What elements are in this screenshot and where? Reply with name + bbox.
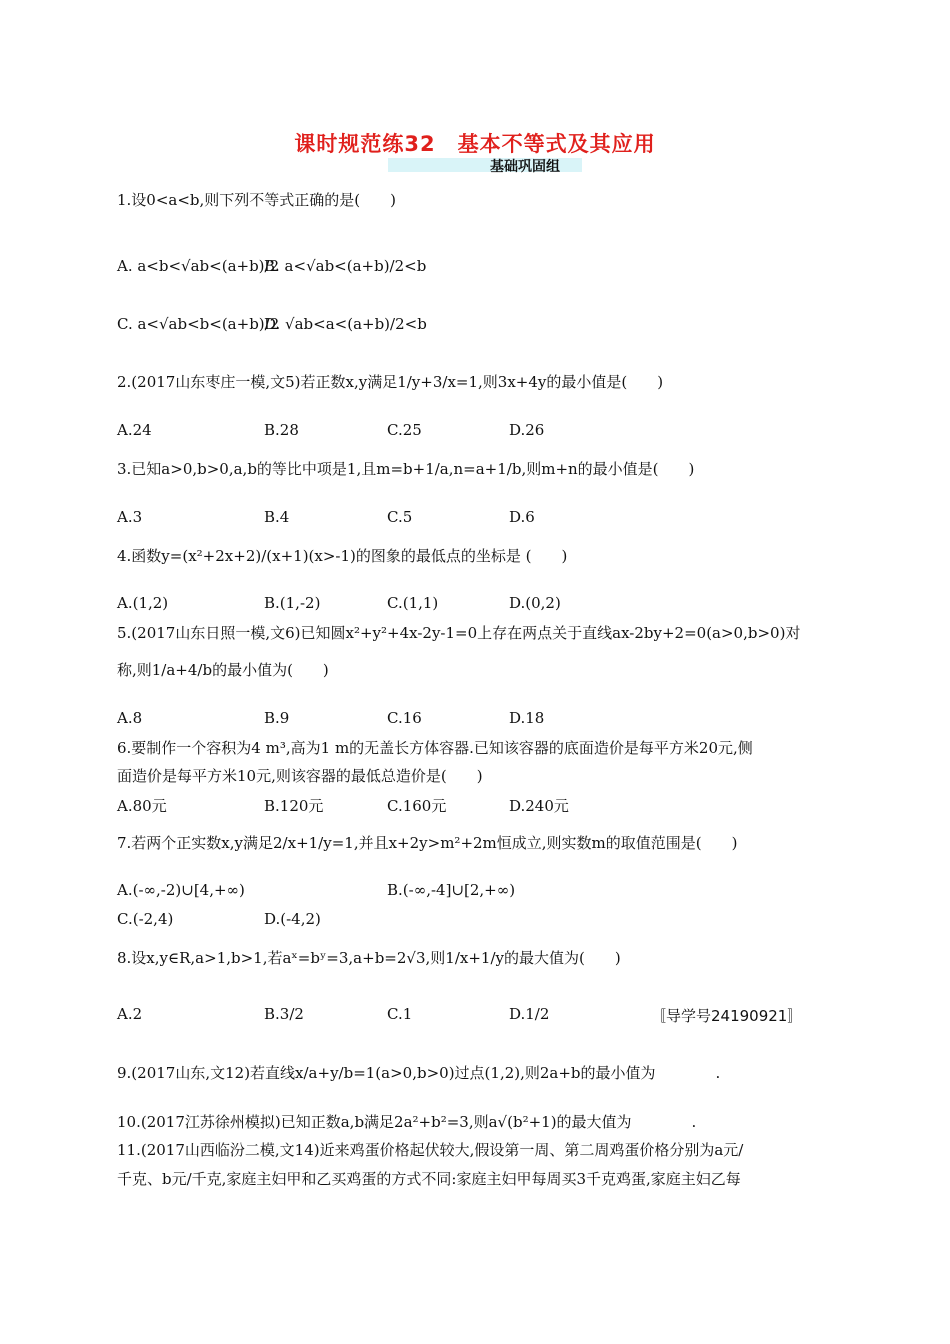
q7-stem: 7.若两个正实数x,y满足2/x+1/y=1,并且x+2y>m²+2m恒成立,则实数m的取值范围是( )	[117, 834, 738, 852]
q4-stem: 4.函数y=(x²+2x+2)/(x+1)(x>-1)的图象的最低点的坐标是 ( )	[117, 547, 568, 565]
q5-option-c: C.16	[387, 709, 422, 727]
q7-option-c: C.(-2,4)	[117, 910, 174, 928]
q8-option-c: C.1	[387, 1005, 413, 1023]
q11-stem-line2: 千克、b元/千克,家庭主妇甲和乙买鸡蛋的方式不同:家庭主妇甲每周买3千克鸡蛋,家庭主妇乙每	[117, 1170, 741, 1188]
q2-option-c: C.25	[387, 421, 422, 439]
q1-option-d: D. √ab<a<(a+b)/2<b	[264, 315, 427, 333]
q10-stem: 10.(2017江苏徐州模拟)已知正数a,b满足2a²+b²=3,则a√(b²+1)的最大值为 .	[117, 1113, 697, 1131]
q3-option-c: C.5	[387, 508, 413, 526]
q4-option-b: B.(1,-2)	[264, 594, 321, 612]
section-title: 基础巩固组	[490, 159, 560, 175]
q6-stem-line1: 6.要制作一个容积为4 m³,高为1 m的无盖长方体容器.已知该容器的底面造价是每平方米20元,侧	[117, 739, 753, 757]
q5-option-a: A.8	[117, 709, 143, 727]
q8-stem: 8.设x,y∈R,a>1,b>1,若aˣ=bʸ=3,a+b=2√3,则1/x+1/y的最大值为( )	[117, 949, 621, 967]
q5-option-d: D.18	[509, 709, 545, 727]
q3-stem: 3.已知a>0,b>0,a,b的等比中项是1,且m=b+1/a,n=a+1/b,则m+n的最小值是( )	[117, 460, 695, 478]
q4-option-c: C.(1,1)	[387, 594, 439, 612]
q8-reference-number: 〚导学号24190921〛	[651, 1007, 803, 1025]
q6-option-b: B.120元	[264, 797, 324, 815]
q2-option-d: D.26	[509, 421, 545, 439]
q1-stem: 1.设0<a<b,则下列不等式正确的是( )	[117, 191, 397, 209]
q8-option-b: B.3/2	[264, 1005, 304, 1023]
q2-stem: 2.(2017山东枣庄一模,文5)若正数x,y满足1/y+3/x=1,则3x+4y的最小值是( )	[117, 373, 664, 391]
q9-stem: 9.(2017山东,文12)若直线x/a+y/b=1(a>0,b>0)过点(1,2),则2a+b的最小值为 .	[117, 1064, 721, 1082]
q1-option-b: B. a<√ab<(a+b)/2<b	[264, 257, 427, 275]
q6-stem-line2: 面造价是每平方米10元,则该容器的最低总造价是( )	[117, 767, 483, 785]
q4-option-a: A.(1,2)	[117, 594, 169, 612]
q6-option-c: C.160元	[387, 797, 447, 815]
q7-option-b: B.(-∞,-4]∪[2,+∞)	[387, 881, 516, 899]
q7-option-d: D.(-4,2)	[264, 910, 321, 928]
q3-option-a: A.3	[117, 508, 143, 526]
q5-stem-line2: 称,则1/a+4/b的最小值为( )	[117, 661, 329, 679]
page-title: 课时规范练32 基本不等式及其应用	[294, 132, 656, 156]
q11-stem-line1: 11.(2017山西临汾二模,文14)近来鸡蛋价格起伏较大,假设第一周、第二周鸡蛋价格分别为a元/	[117, 1141, 744, 1159]
q3-option-d: D.6	[509, 508, 535, 526]
q4-option-d: D.(0,2)	[509, 594, 561, 612]
q8-option-d: D.1/2	[509, 1005, 550, 1023]
q1-option-c: C. a<√ab<b<(a+b)/2	[117, 315, 280, 333]
q5-option-b: B.9	[264, 709, 290, 727]
q5-stem-line1: 5.(2017山东日照一模,文6)已知圆x²+y²+4x-2y-1=0上存在两点关于直线ax-2by+2=0(a>0,b>0)对	[117, 624, 801, 642]
q1-option-a: A. a<b<√ab<(a+b)/2	[117, 257, 280, 275]
q2-option-b: B.28	[264, 421, 299, 439]
q2-option-a: A.24	[117, 421, 152, 439]
q3-option-b: B.4	[264, 508, 290, 526]
q7-option-a: A.(-∞,-2)∪[4,+∞)	[117, 881, 245, 899]
q6-option-d: D.240元	[509, 797, 569, 815]
q8-option-a: A.2	[117, 1005, 143, 1023]
q6-option-a: A.80元	[117, 797, 167, 815]
